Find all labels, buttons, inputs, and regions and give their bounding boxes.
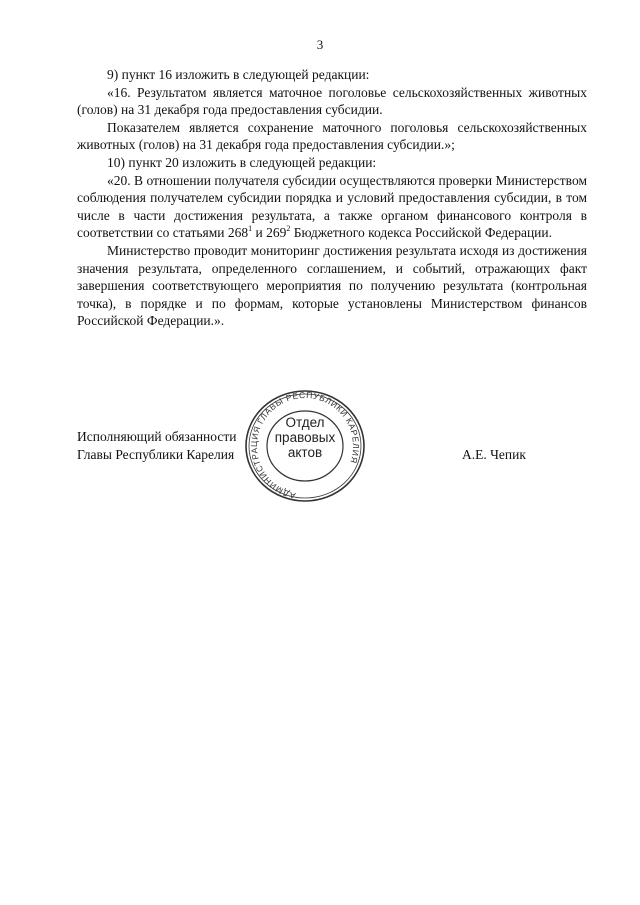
paragraph-point-20-text-c: Бюджетного кодекса Российской Федерации. xyxy=(290,225,552,241)
stamp-center-text xyxy=(240,415,370,460)
stamp-ring-text: АДМИНИСТРАЦИЯ ГЛАВЫ РЕСПУБЛИКИ КАРЕЛИЯ xyxy=(248,389,362,502)
stamp-line-3: актов xyxy=(287,445,323,460)
signature-title-line-1: Исполняющий обязанности xyxy=(77,429,237,444)
superscript-2: 2 xyxy=(286,224,291,234)
paragraph-item-10: 10) пункт 20 изложить в следующей редакции: xyxy=(107,154,377,170)
signature-title xyxy=(77,428,236,464)
superscript-1: 1 xyxy=(248,224,253,234)
signatory-name: А.Е. Чепик xyxy=(462,447,526,462)
paragraph-point-20 xyxy=(77,172,587,242)
paragraph-item-9: 9) пункт 16 изложить в следующей редакции: xyxy=(107,67,370,82)
paragraph-point-20-text-b: и 269 xyxy=(252,225,287,241)
page-number: 3 xyxy=(316,37,324,52)
paragraph-point-16: «16. Результатом является маточное поголовье сельскохозяйственных животных (голов) на 31 декабря года предоставления субсидии. xyxy=(77,84,587,118)
paragraph-monitoring: Министерство проводит мониторинг достижения результата исходя из достижения значения результата, определенного соглашением, и событий, отражающих факт завершения соответствующего мероприятия по получению результата (контрольная точка), в порядке и по формам, которые установлены Министерством финансов Российской Федерации.». xyxy=(77,242,587,329)
paragraph-point-20-text-a: «20. В отношении получателя субсидии осуществляются проверки Министерством соблюдения получателем субсидии порядка и условий предоставления субсидии, в том числе в части достижения результата, а также органом финансового контроля в соответствии со статьями 268 xyxy=(77,172,587,241)
stamp-line-2: правовых xyxy=(274,430,336,445)
paragraph-indicator: Показателем является сохранение маточного поголовья сельскохозяйственных животных (голов) на 31 декабря года предоставления субсидии.»; xyxy=(77,119,587,153)
stamp-line-1: Отдел xyxy=(285,415,325,430)
document-body xyxy=(77,66,587,330)
signature-title-line-2: Главы Республики Карелия xyxy=(77,447,235,462)
official-stamp xyxy=(240,387,370,505)
